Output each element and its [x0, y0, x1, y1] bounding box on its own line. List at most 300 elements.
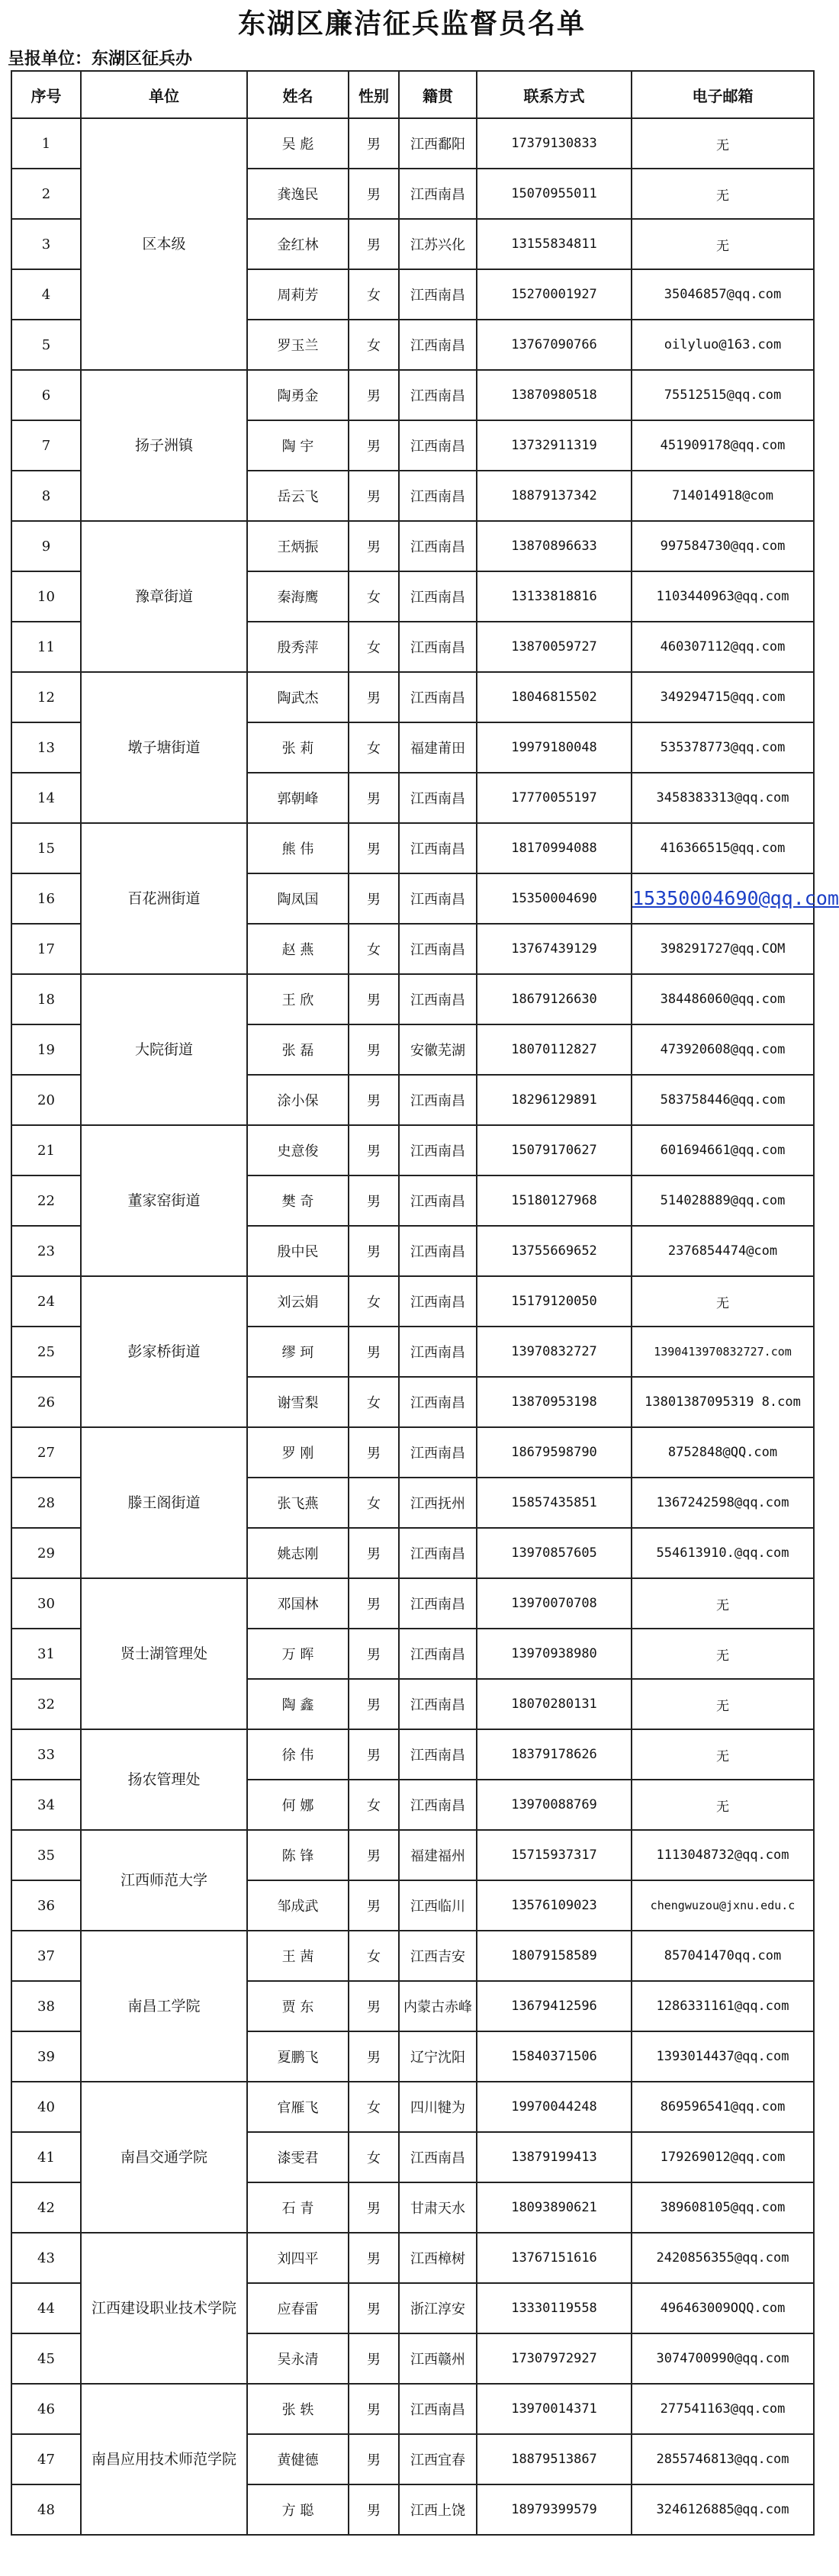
- phone-cell: 18093890621: [477, 2182, 632, 2233]
- unit-cell: 豫章街道: [81, 521, 247, 672]
- name-cell: 姚志刚: [247, 1528, 349, 1578]
- origin-cell: 江西南昌: [399, 1276, 477, 1327]
- gender-cell: 女: [349, 2082, 399, 2132]
- unit-cell: 南昌工学院: [81, 1931, 247, 2082]
- gender-cell: 女: [349, 1931, 399, 1981]
- phone-cell: 18296129891: [477, 1075, 632, 1125]
- origin-cell: 江西南昌: [399, 1075, 477, 1125]
- row-number: 42: [11, 2182, 81, 2233]
- name-cell: 涂小保: [247, 1075, 349, 1125]
- phone-cell: 15840371506: [477, 2031, 632, 2082]
- row-number: 39: [11, 2031, 81, 2082]
- origin-cell: 福建福州: [399, 1830, 477, 1880]
- row-number: 48: [11, 2484, 81, 2535]
- email-cell: 无: [632, 219, 814, 269]
- unit-cell: 墩子塘街道: [81, 672, 247, 823]
- gender-cell: 男: [349, 2031, 399, 2082]
- name-cell: 龚逸民: [247, 169, 349, 219]
- phone-cell: 18679598790: [477, 1427, 632, 1478]
- table-row: [11, 1125, 814, 1175]
- name-cell: 罗 刚: [247, 1427, 349, 1478]
- table-row: [11, 2384, 814, 2434]
- phone-cell: 15270001927: [477, 269, 632, 320]
- unit-cell: 董家窑街道: [81, 1125, 247, 1276]
- phone-cell: 13970088769: [477, 1780, 632, 1830]
- email-cell: 75512515@qq.com: [632, 370, 814, 420]
- gender-cell: 男: [349, 823, 399, 873]
- phone-cell: 17307972927: [477, 2333, 632, 2384]
- name-cell: 张 磊: [247, 1024, 349, 1075]
- col-header-email: 电子邮箱: [632, 71, 814, 118]
- table-row: [11, 118, 814, 169]
- email-cell: 389608105@qq.com: [632, 2182, 814, 2233]
- gender-cell: 男: [349, 2182, 399, 2233]
- phone-cell: 13576109023: [477, 1880, 632, 1931]
- name-cell: 罗玉兰: [247, 320, 349, 370]
- origin-cell: 江西南昌: [399, 471, 477, 521]
- phone-cell: 18070280131: [477, 1679, 632, 1729]
- phone-cell: 18170994088: [477, 823, 632, 873]
- phone-cell: 15079170627: [477, 1125, 632, 1175]
- name-cell: 王 欣: [247, 974, 349, 1024]
- origin-cell: 内蒙古赤峰: [399, 1981, 477, 2031]
- row-number: 10: [11, 571, 81, 622]
- email-cell: 1103440963@qq.com: [632, 571, 814, 622]
- unit-cell: 江西建设职业技术学院: [81, 2233, 247, 2384]
- email-cell: 1286331161@qq.com: [632, 1981, 814, 2031]
- email-cell: 3074700990@qq.com: [632, 2333, 814, 2384]
- origin-cell: 江西南昌: [399, 169, 477, 219]
- origin-cell: 江西抚州: [399, 1478, 477, 1528]
- email-cell: 无: [632, 1780, 814, 1830]
- origin-cell: 江西南昌: [399, 622, 477, 672]
- gender-cell: 男: [349, 2233, 399, 2283]
- unit-cell: 滕王阁街道: [81, 1427, 247, 1578]
- row-number: 16: [11, 873, 81, 924]
- gender-cell: 男: [349, 873, 399, 924]
- origin-cell: 江西南昌: [399, 773, 477, 823]
- row-number: 33: [11, 1729, 81, 1780]
- gender-cell: 男: [349, 1024, 399, 1075]
- origin-cell: 江西南昌: [399, 370, 477, 420]
- origin-cell: 安徽芜湖: [399, 1024, 477, 1075]
- email-cell: 无: [632, 1629, 814, 1679]
- phone-cell: 18979399579: [477, 2484, 632, 2535]
- row-number: 28: [11, 1478, 81, 1528]
- row-number: 19: [11, 1024, 81, 1075]
- email-cell: 35046857@qq.com: [632, 269, 814, 320]
- origin-cell: 辽宁沈阳: [399, 2031, 477, 2082]
- unit-cell: 贤士湖管理处: [81, 1578, 247, 1729]
- email-cell: 无: [632, 169, 814, 219]
- row-number: 17: [11, 924, 81, 974]
- row-number: 21: [11, 1125, 81, 1175]
- gender-cell: 女: [349, 1478, 399, 1528]
- gender-cell: 男: [349, 2333, 399, 2384]
- origin-cell: 江西南昌: [399, 571, 477, 622]
- row-number: 37: [11, 1931, 81, 1981]
- email-cell[interactable]: 15350004690@qq.com: [632, 873, 814, 924]
- gender-cell: 男: [349, 1679, 399, 1729]
- origin-cell: 江西南昌: [399, 1528, 477, 1578]
- row-number: 18: [11, 974, 81, 1024]
- phone-cell: 15715937317: [477, 1830, 632, 1880]
- phone-cell: 13767439129: [477, 924, 632, 974]
- phone-cell: 18379178626: [477, 1729, 632, 1780]
- row-number: 26: [11, 1377, 81, 1427]
- gender-cell: 女: [349, 1276, 399, 1327]
- origin-cell: 江西南昌: [399, 1125, 477, 1175]
- table-row: [11, 823, 814, 873]
- table-row: [11, 1427, 814, 1478]
- unit-cell: 南昌应用技术师范学院: [81, 2384, 247, 2535]
- name-cell: 熊 伟: [247, 823, 349, 873]
- row-number: 38: [11, 1981, 81, 2031]
- row-number: 44: [11, 2283, 81, 2333]
- table-row: [11, 1729, 814, 1780]
- name-cell: 邓国林: [247, 1578, 349, 1629]
- phone-cell: 13870896633: [477, 521, 632, 571]
- phone-cell: 13970938980: [477, 1629, 632, 1679]
- email-cell: 1393014437@qq.com: [632, 2031, 814, 2082]
- row-number: 43: [11, 2233, 81, 2283]
- unit-cell: 区本级: [81, 118, 247, 370]
- origin-cell: 江西南昌: [399, 924, 477, 974]
- gender-cell: 男: [349, 521, 399, 571]
- name-cell: 陈 锋: [247, 1830, 349, 1880]
- table-row: [11, 672, 814, 722]
- gender-cell: 男: [349, 2434, 399, 2484]
- email-cell: 1367242598@qq.com: [632, 1478, 814, 1528]
- origin-cell: 江西南昌: [399, 1679, 477, 1729]
- row-number: 1: [11, 118, 81, 169]
- name-cell: 张 莉: [247, 722, 349, 773]
- reporting-unit: 呈报单位：东湖区征兵办: [8, 49, 193, 69]
- gender-cell: 男: [349, 2484, 399, 2535]
- phone-cell: 13879199413: [477, 2132, 632, 2182]
- gender-cell: 女: [349, 1377, 399, 1427]
- row-number: 2: [11, 169, 81, 219]
- email-cell: 601694661@qq.com: [632, 1125, 814, 1175]
- row-number: 13: [11, 722, 81, 773]
- gender-cell: 女: [349, 320, 399, 370]
- email-cell: 416366515@qq.com: [632, 823, 814, 873]
- name-cell: 陶凤国: [247, 873, 349, 924]
- gender-cell: 男: [349, 1427, 399, 1478]
- table-header-row: [11, 71, 814, 118]
- origin-cell: 江西南昌: [399, 974, 477, 1024]
- phone-cell: 13330119558: [477, 2283, 632, 2333]
- name-cell: 金红林: [247, 219, 349, 269]
- gender-cell: 男: [349, 118, 399, 169]
- origin-cell: 江西吉安: [399, 1931, 477, 1981]
- gender-cell: 男: [349, 773, 399, 823]
- row-number: 7: [11, 420, 81, 471]
- email-cell: 997584730@qq.com: [632, 521, 814, 571]
- origin-cell: 江西南昌: [399, 521, 477, 571]
- origin-cell: 江西樟树: [399, 2233, 477, 2283]
- phone-cell: 17770055197: [477, 773, 632, 823]
- row-number: 40: [11, 2082, 81, 2132]
- gender-cell: 男: [349, 420, 399, 471]
- unit-cell: 南昌交通学院: [81, 2082, 247, 2233]
- name-cell: 方 聪: [247, 2484, 349, 2535]
- row-number: 4: [11, 269, 81, 320]
- name-cell: 刘四平: [247, 2233, 349, 2283]
- phone-cell: 13767151616: [477, 2233, 632, 2283]
- email-cell: 583758446@qq.com: [632, 1075, 814, 1125]
- email-cell: 857041470qq.com: [632, 1931, 814, 1981]
- name-cell: 应春雷: [247, 2283, 349, 2333]
- origin-cell: 江西南昌: [399, 1629, 477, 1679]
- name-cell: 石 青: [247, 2182, 349, 2233]
- email-cell: 554613910.@qq.com: [632, 1528, 814, 1578]
- gender-cell: 男: [349, 1578, 399, 1629]
- origin-cell: 江苏兴化: [399, 219, 477, 269]
- phone-cell: 18046815502: [477, 672, 632, 722]
- origin-cell: 江西南昌: [399, 1578, 477, 1629]
- origin-cell: 江西南昌: [399, 2384, 477, 2434]
- phone-cell: 13970014371: [477, 2384, 632, 2434]
- phone-cell: 15350004690: [477, 873, 632, 924]
- name-cell: 缪 珂: [247, 1327, 349, 1377]
- gender-cell: 男: [349, 672, 399, 722]
- unit-cell: 江西师范大学: [81, 1830, 247, 1931]
- table-row: [11, 1578, 814, 1629]
- email-cell: 无: [632, 118, 814, 169]
- table-row: [11, 370, 814, 420]
- row-number: 22: [11, 1175, 81, 1226]
- phone-cell: 13155834811: [477, 219, 632, 269]
- row-number: 24: [11, 1276, 81, 1327]
- email-cell: oilyluo@163.com: [632, 320, 814, 370]
- gender-cell: 男: [349, 169, 399, 219]
- name-cell: 殷秀萍: [247, 622, 349, 672]
- email-cell: 384486060@qq.com: [632, 974, 814, 1024]
- name-cell: 徐 伟: [247, 1729, 349, 1780]
- row-number: 3: [11, 219, 81, 269]
- row-number: 36: [11, 1880, 81, 1931]
- name-cell: 贾 东: [247, 1981, 349, 2031]
- gender-cell: 男: [349, 1629, 399, 1679]
- gender-cell: 女: [349, 622, 399, 672]
- phone-cell: 15070955011: [477, 169, 632, 219]
- gender-cell: 男: [349, 1226, 399, 1276]
- phone-cell: 15857435851: [477, 1478, 632, 1528]
- name-cell: 何 娜: [247, 1780, 349, 1830]
- gender-cell: 男: [349, 370, 399, 420]
- origin-cell: 四川犍为: [399, 2082, 477, 2132]
- unit-cell: 百花洲街道: [81, 823, 247, 974]
- name-cell: 谢雪梨: [247, 1377, 349, 1427]
- row-number: 34: [11, 1780, 81, 1830]
- gender-cell: 女: [349, 722, 399, 773]
- phone-cell: 18679126630: [477, 974, 632, 1024]
- origin-cell: 江西南昌: [399, 1327, 477, 1377]
- phone-cell: 19970044248: [477, 2082, 632, 2132]
- row-number: 9: [11, 521, 81, 571]
- origin-cell: 江西南昌: [399, 420, 477, 471]
- name-cell: 黄健德: [247, 2434, 349, 2484]
- name-cell: 陶勇金: [247, 370, 349, 420]
- table-row: [11, 974, 814, 1024]
- name-cell: 张飞燕: [247, 1478, 349, 1528]
- email-cell: 无: [632, 1578, 814, 1629]
- phone-cell: 13732911319: [477, 420, 632, 471]
- row-number: 47: [11, 2434, 81, 2484]
- gender-cell: 男: [349, 1981, 399, 2031]
- name-cell: 陶武杰: [247, 672, 349, 722]
- phone-cell: 18879513867: [477, 2434, 632, 2484]
- email-cell: 398291727@qq.COM: [632, 924, 814, 974]
- gender-cell: 女: [349, 924, 399, 974]
- phone-cell: 13870059727: [477, 622, 632, 672]
- origin-cell: 江西南昌: [399, 320, 477, 370]
- name-cell: 陶 鑫: [247, 1679, 349, 1729]
- email-cell: 3458383313@qq.com: [632, 773, 814, 823]
- row-number: 45: [11, 2333, 81, 2384]
- email-cell: 179269012@qq.com: [632, 2132, 814, 2182]
- gender-cell: 男: [349, 1125, 399, 1175]
- phone-cell: 13970857605: [477, 1528, 632, 1578]
- origin-cell: 江西宜春: [399, 2434, 477, 2484]
- name-cell: 郭朝峰: [247, 773, 349, 823]
- row-number: 15: [11, 823, 81, 873]
- origin-cell: 江西上饶: [399, 2484, 477, 2535]
- gender-cell: 男: [349, 1830, 399, 1880]
- table-row: [11, 521, 814, 571]
- name-cell: 刘云娟: [247, 1276, 349, 1327]
- name-cell: 王 茜: [247, 1931, 349, 1981]
- row-number: 46: [11, 2384, 81, 2434]
- phone-cell: 18079158589: [477, 1931, 632, 1981]
- gender-cell: 男: [349, 219, 399, 269]
- gender-cell: 男: [349, 471, 399, 521]
- gender-cell: 女: [349, 1780, 399, 1830]
- row-number: 35: [11, 1830, 81, 1880]
- email-cell: 869596541@qq.com: [632, 2082, 814, 2132]
- table-row: [11, 1276, 814, 1327]
- col-header-name: 姓名: [247, 71, 349, 118]
- email-cell: 3246126885@qq.com: [632, 2484, 814, 2535]
- email-cell: 714014918@com: [632, 471, 814, 521]
- gender-cell: 男: [349, 974, 399, 1024]
- origin-cell: 江西南昌: [399, 672, 477, 722]
- name-cell: 吴 彪: [247, 118, 349, 169]
- name-cell: 漆雯君: [247, 2132, 349, 2182]
- origin-cell: 江西临川: [399, 1880, 477, 1931]
- page-title: 东湖区廉洁征兵监督员名单: [237, 8, 586, 40]
- email-cell: 无: [632, 1276, 814, 1327]
- origin-cell: 江西南昌: [399, 1377, 477, 1427]
- gender-cell: 男: [349, 1729, 399, 1780]
- table-row: [11, 1830, 814, 1880]
- gender-cell: 男: [349, 2384, 399, 2434]
- origin-cell: 甘肃天水: [399, 2182, 477, 2233]
- row-number: 41: [11, 2132, 81, 2182]
- phone-cell: 19979180048: [477, 722, 632, 773]
- email-cell: 277541163@qq.com: [632, 2384, 814, 2434]
- phone-cell: 15180127968: [477, 1175, 632, 1226]
- row-number: 20: [11, 1075, 81, 1125]
- unit-cell: 扬子洲镇: [81, 370, 247, 521]
- supervisor-table: [11, 70, 839, 2536]
- row-number: 25: [11, 1327, 81, 1377]
- origin-cell: 江西南昌: [399, 2132, 477, 2182]
- email-cell: 451909178@qq.com: [632, 420, 814, 471]
- origin-cell: 江西鄱阳: [399, 118, 477, 169]
- email-cell: 1113048732@qq.com: [632, 1830, 814, 1880]
- origin-cell: 江西南昌: [399, 823, 477, 873]
- email-cell: 460307112@qq.com: [632, 622, 814, 672]
- row-number: 12: [11, 672, 81, 722]
- name-cell: 张 轶: [247, 2384, 349, 2434]
- gender-cell: 女: [349, 571, 399, 622]
- email-cell: 2376854474@com: [632, 1226, 814, 1276]
- origin-cell: 江西南昌: [399, 1175, 477, 1226]
- origin-cell: 江西南昌: [399, 269, 477, 320]
- name-cell: 秦海鹰: [247, 571, 349, 622]
- name-cell: 夏鹏飞: [247, 2031, 349, 2082]
- email-cell: 无: [632, 1679, 814, 1729]
- gender-cell: 女: [349, 2132, 399, 2182]
- name-cell: 赵 燕: [247, 924, 349, 974]
- row-number: 6: [11, 370, 81, 420]
- row-number: 23: [11, 1226, 81, 1276]
- email-cell: 2855746813@qq.com: [632, 2434, 814, 2484]
- name-cell: 王炳振: [247, 521, 349, 571]
- col-header-no: 序号: [11, 71, 81, 118]
- phone-cell: 18070112827: [477, 1024, 632, 1075]
- row-number: 30: [11, 1578, 81, 1629]
- unit-cell: 彭家桥街道: [81, 1276, 247, 1427]
- row-number: 5: [11, 320, 81, 370]
- origin-cell: 江西南昌: [399, 1226, 477, 1276]
- col-header-origin: 籍贯: [399, 71, 477, 118]
- phone-cell: 13870980518: [477, 370, 632, 420]
- name-cell: 陶 宇: [247, 420, 349, 471]
- col-header-unit: 单位: [81, 71, 247, 118]
- gender-cell: 男: [349, 1880, 399, 1931]
- origin-cell: 福建莆田: [399, 722, 477, 773]
- phone-cell: 13970832727: [477, 1327, 632, 1377]
- email-cell: 13801387095319 8.com: [632, 1377, 814, 1427]
- phone-cell: 13970070708: [477, 1578, 632, 1629]
- phone-cell: 13767090766: [477, 320, 632, 370]
- email-cell: chengwuzou@jxnu.edu.c: [632, 1880, 814, 1931]
- origin-cell: 江西南昌: [399, 1427, 477, 1478]
- table-row: [11, 2082, 814, 2132]
- email-cell: 8752848@QQ.com: [632, 1427, 814, 1478]
- row-number: 27: [11, 1427, 81, 1478]
- name-cell: 邹成武: [247, 1880, 349, 1931]
- email-cell: 1390413970832727.com: [632, 1327, 814, 1377]
- name-cell: 岳云飞: [247, 471, 349, 521]
- row-number: 31: [11, 1629, 81, 1679]
- phone-cell: 18879137342: [477, 471, 632, 521]
- origin-cell: 江西南昌: [399, 1729, 477, 1780]
- email-cell: 无: [632, 1729, 814, 1780]
- name-cell: 万 晖: [247, 1629, 349, 1679]
- gender-cell: 女: [349, 269, 399, 320]
- phone-cell: 17379130833: [477, 118, 632, 169]
- phone-cell: 13679412596: [477, 1981, 632, 2031]
- phone-cell: 15179120050: [477, 1276, 632, 1327]
- name-cell: 殷中民: [247, 1226, 349, 1276]
- email-cell: 535378773@qq.com: [632, 722, 814, 773]
- row-number: 14: [11, 773, 81, 823]
- gender-cell: 男: [349, 1075, 399, 1125]
